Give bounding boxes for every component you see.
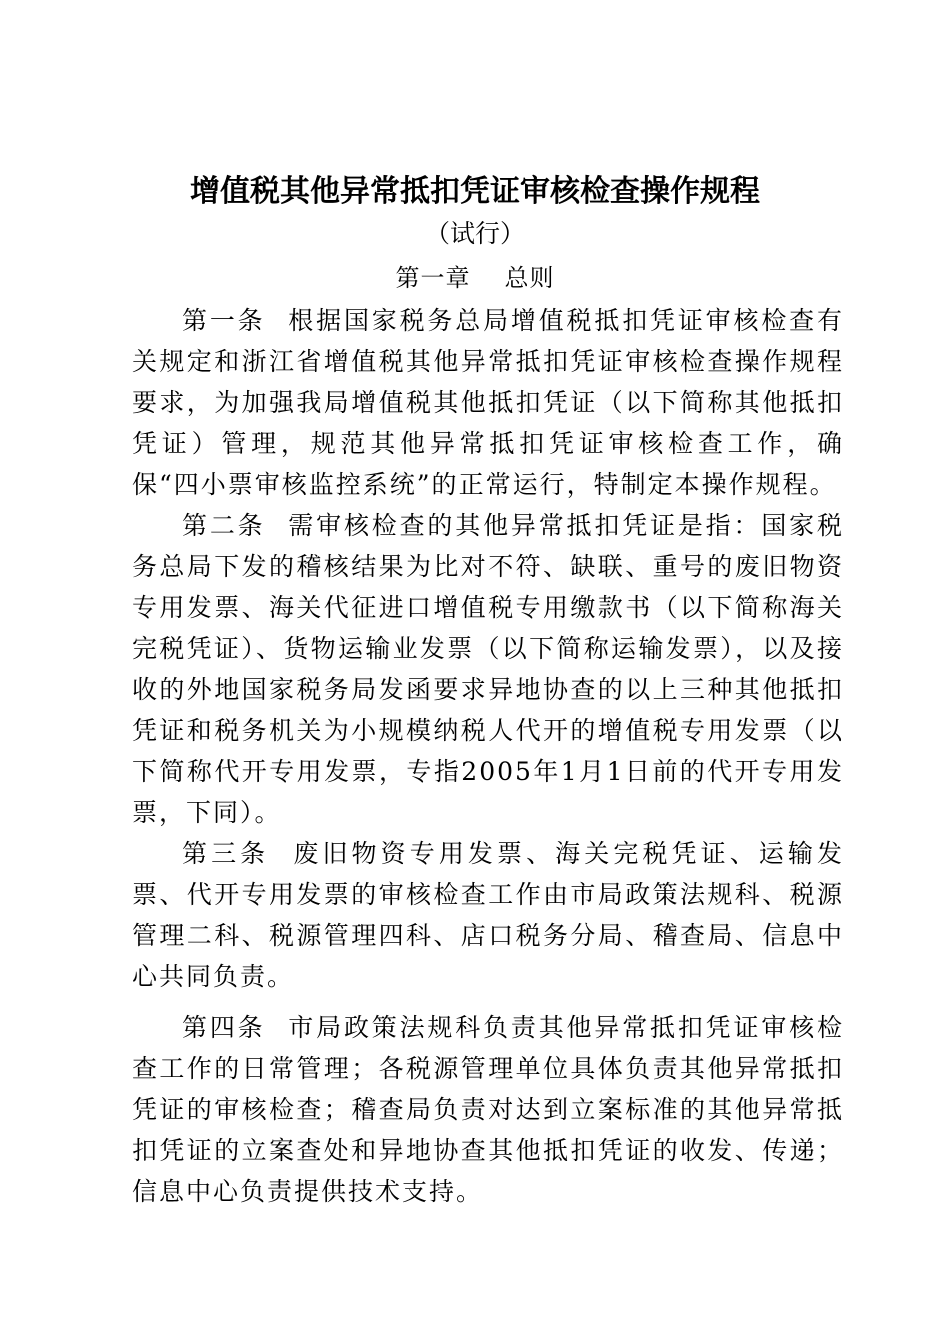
article-paragraph (132, 300, 844, 505)
document-body (132, 300, 844, 1212)
article-number: 第三条 (182, 839, 270, 868)
article-number: 第一条 (182, 306, 266, 335)
document-subtitle: （试行） (424, 219, 525, 248)
article-number: 第二条 (182, 511, 266, 540)
article-number: 第四条 (182, 1013, 266, 1042)
document-title: 增值税其他异常抵扣凭证审核检查操作规程 (190, 174, 760, 209)
chapter-heading (0, 258, 950, 298)
chapter-name: 总则 (504, 264, 555, 292)
chapter-number: 第一章 (395, 264, 471, 292)
article-text: 废旧物资专用发票、海关完税凭证、运输发票、代开专用发票的审核检查工作由市局政策法规科、税源管理二科、税源管理四科、店口税务分局、稽查局、信息中心共同负责。 (132, 839, 844, 991)
article-paragraph (132, 1007, 844, 1212)
article-paragraph (132, 505, 844, 833)
article-text: 根据国家税务总局增值税抵扣凭证审核检查有关规定和浙江省增值税其他异常抵扣凭证审核检查操作规程要求，为加强我局增值税其他抵扣凭证（以下简称其他抵扣凭证）管理，规范其他异常抵扣凭证审核检查工作，确保“四小票审核监控系统”的正常运行，特制定本操作规程。 (132, 306, 844, 499)
article-text: 市局政策法规科负责其他异常抵扣凭证审核检查工作的日常管理；各税源管理单位具体负责其他异常抵扣凭证的审核检查；稽查局负责对达到立案标准的其他异常抵扣凭证的立案查处和异地协查其他抵扣凭证的收发、传递；信息中心负责提供技术支持。 (132, 1013, 844, 1206)
article-paragraph (132, 833, 844, 997)
article-text: 需审核检查的其他异常抵扣凭证是指：国家税务总局下发的稽核结果为比对不符、缺联、重号的废旧物资专用发票、海关代征进口增值税专用缴款书（以下简称海关完税凭证）、货物运输业发票（以下简称运输发票），以及接收的外地国家税务局发函要求异地协查的以上三种其他抵扣凭证和税务机关为小规模纳税人代开的增值税专用发票（以下简称代开专用发票，专指2005年1月1日前的代开专用发票，下同）。 (132, 511, 844, 827)
